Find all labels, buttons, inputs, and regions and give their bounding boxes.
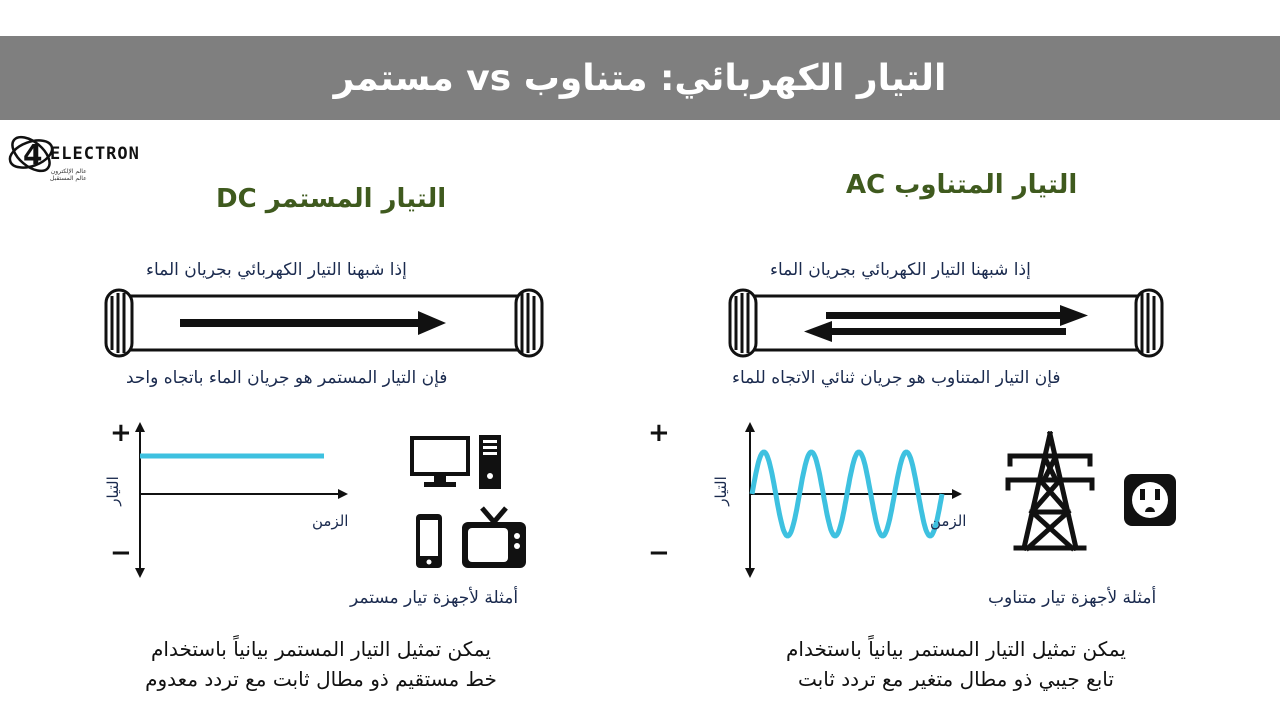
logo-word: ELECTRON [50, 144, 140, 164]
ac-waveform-chart [716, 418, 1016, 584]
transmission-tower-icon [1004, 432, 1096, 550]
dc-description-line-1: يمكن تمثيل التيار المستمر بيانياً باستخدام [151, 637, 491, 661]
tv-icon [460, 506, 528, 572]
ac-x-axis-label: الزمن [930, 512, 967, 530]
dc-panel [0, 150, 640, 720]
dc-description [86, 634, 556, 694]
title-banner [0, 36, 1280, 120]
ac-panel [640, 150, 1280, 720]
dc-heading: التيار المستمر DC [216, 184, 447, 214]
ac-examples-label: أمثلة لأجهزة تيار متناوب [988, 588, 1157, 608]
power-outlet-icon [1122, 472, 1178, 528]
dc-y-axis-label: التيار [103, 476, 122, 506]
smartphone-icon [414, 512, 444, 570]
ac-minus-sign: − [648, 538, 670, 568]
dc-pipe-caption: فإن التيار المستمر هو جريان الماء باتجاه واحد [126, 368, 448, 388]
ac-heading: التيار المتناوب AC [846, 170, 1078, 200]
logo-tagline-2: عالم المستقبل [50, 175, 87, 182]
logo-numeral: 4 [23, 138, 43, 171]
desktop-tower-icon [478, 434, 502, 490]
dc-pipe-diagram [102, 286, 546, 360]
ac-description-line-1: يمكن تمثيل التيار المستمر بيانياً باستخدام [786, 637, 1126, 661]
dc-pipe-intro: إذا شبهنا التيار الكهربائي بجريان الماء [146, 260, 407, 280]
ac-description-line-2: تابع جيبي ذو مطال متغير مع تردد ثابت [798, 667, 1114, 691]
dc-examples-label: أمثلة لأجهزة تيار مستمر [350, 588, 519, 608]
ac-pipe-caption: فإن التيار المتناوب هو جريان ثنائي الاتجاه للماء [732, 368, 1061, 388]
dc-description-line-2: خط مستقيم ذو مطال ثابت مع تردد معدوم [145, 667, 497, 691]
dc-line-chart [104, 418, 364, 584]
ac-pipe-icon [730, 290, 1162, 356]
monitor-icon [410, 436, 470, 488]
ac-y-axis-label: التيار [711, 476, 730, 506]
logo-tagline-1: عالم الإلكترون [50, 168, 87, 175]
dc-minus-sign: − [110, 538, 132, 568]
ac-pipe-diagram [726, 286, 1166, 360]
ac-pipe-intro: إذا شبهنا التيار الكهربائي بجريان الماء [770, 260, 1031, 280]
page-title: التيار الكهربائي: متناوب vs مستمر [333, 57, 947, 99]
dc-x-axis-label: الزمن [312, 512, 349, 530]
ac-plus-sign: + [648, 418, 670, 448]
dc-plus-sign: + [110, 418, 132, 448]
ac-description [726, 634, 1186, 694]
